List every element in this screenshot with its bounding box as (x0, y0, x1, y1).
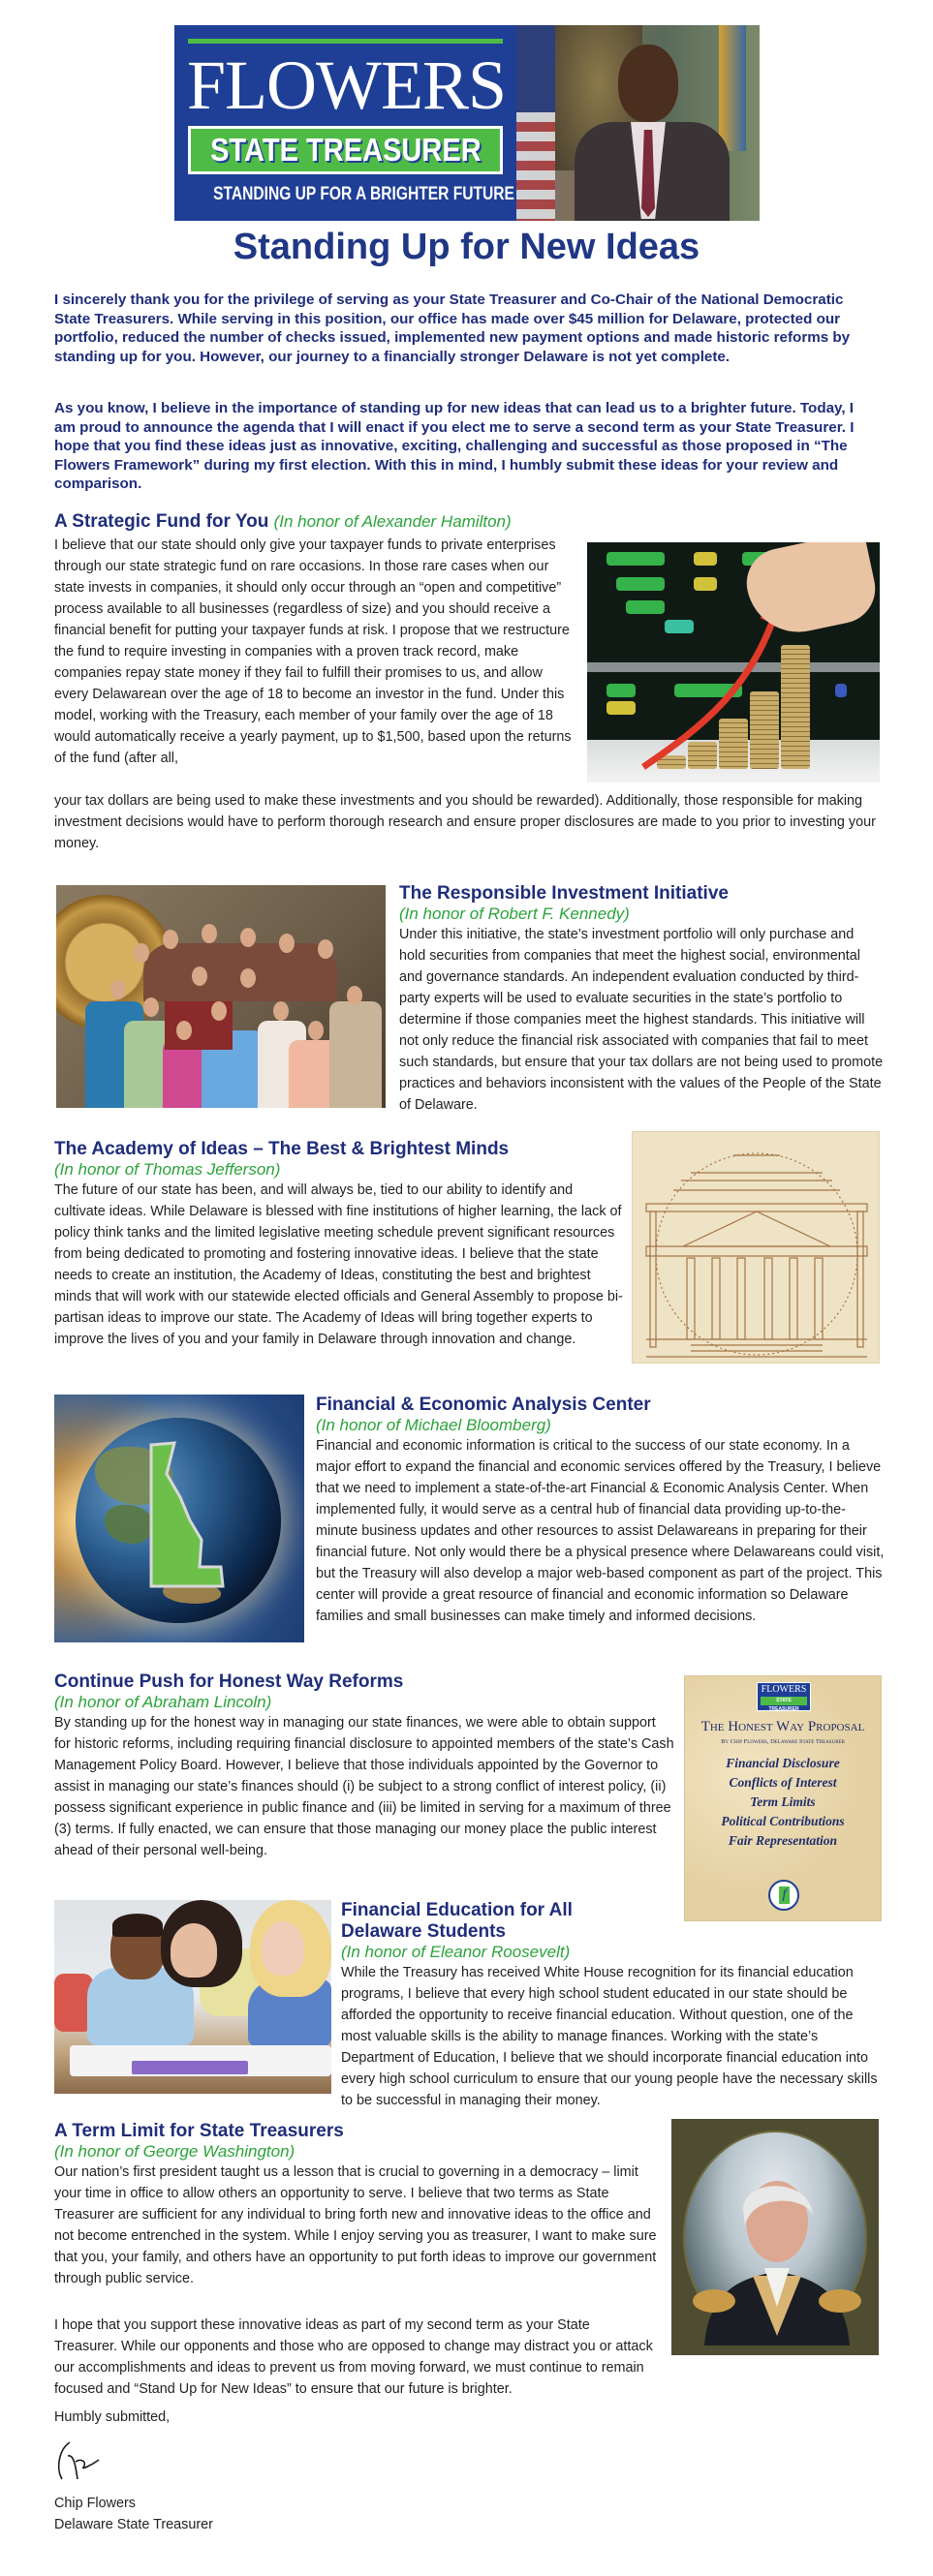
proposal-item: Fair Representation (728, 1833, 838, 1848)
proposal-items (685, 1754, 881, 1851)
proposal-logo (757, 1682, 811, 1711)
banner-title-box (188, 126, 503, 174)
teacher-face (171, 1923, 217, 1978)
section-honest-way-reforms (54, 1671, 674, 1861)
proposal-byline: By Chip Flowers, Delaware State Treasurer (721, 1738, 845, 1745)
section-body: By standing up for the honest way in managing our state finances, we were able to obtain support for historic reforms, including requiring financial disclosure to appointed members of the state’s Cash Management Policy Board. However, I believe that those individuals appointed by the Governor to assist in managing our state’s finances should (i) be subject to a strong conflict of interest policy, (ii) possess significant experience in public finance and (iii) be limited in serving for a maximum of three (3) terms. If fully enacted, we can ensure that those managing our money place the public interest ahead of their personal well-being. (54, 1715, 674, 1858)
proposal-item: Term Limits (750, 1794, 816, 1809)
banner-slogan: STANDING UP FOR A BRIGHTER FUTURE (213, 184, 514, 204)
face (273, 1001, 289, 1021)
proposal-logo-sub: STATE TREASURER (761, 1697, 807, 1705)
signature-image (54, 2437, 122, 2485)
section-heading (54, 511, 577, 533)
rotunda-sketch-image (632, 1131, 880, 1364)
face (202, 924, 217, 943)
face (318, 939, 333, 959)
face (279, 934, 295, 953)
section-honor: (In honor of Robert F. Kennedy) (399, 905, 630, 923)
intro-paragraph-2: As you know, I believe in the importance of standing up for new ideas that can lead us to a brighter future. Today, I am proud to announce the agenda that I will enact if you elect me to serve a second term as your State Treasurer. I hope that you find these ideas just as innovative, exciting, challenging and successful as those proposed in “The Flowers Framework” during my first election. With this in mind, I humbly submit these ideas for your review and comparison. (54, 400, 855, 493)
section-honor: (In honor of Michael Bloomberg) (316, 1416, 551, 1434)
section-responsible-investment (399, 883, 884, 1116)
header-banner (174, 25, 760, 221)
washington-portrait-image (671, 2119, 879, 2355)
signer-block (54, 2493, 213, 2535)
section-body: I believe that our state should only give your taxpayer funds to private enterprises through our state strategic fund on rare occasions. In those rare cases when our state invests in companies, it should only occur through an “open and competitive” process available to all businesses (regardless of size) and you should receive a financial benefit for putting your taxpayer funds at risk. I propose that we restructure the fund to require investing in companies with a proven track record, make companies repay state money if they fail to fulfill their promises to us, and allow every Delawarean over the age of 18 to become an investor in the fund. Under this model, working with the Treasury, each member of your family over the age of 18 would automatically receive a yearly payment, up to $1,500, based upon the returns of the fund (after all, (54, 537, 572, 766)
page-title: Standing Up for New Ideas (233, 227, 700, 267)
section-academy-of-ideas (54, 1139, 626, 1350)
section-body: Our nation’s first president taught us a lesson that is crucial to governing in a democracy – limit your time in office to allow others an opportunity to serve. I believe that two terms as State Treasurer are sufficient for any individual to bring forth new and innovative ideas to the office and not become entrenched in the system. While I enjoy serving you as treasurer, I want to make sure that you, your family, and others have an opportunity to put forth ideas to improve our government through public service. (54, 2164, 657, 2286)
face (308, 1021, 324, 1040)
section-honor: (In honor of Abraham Lincoln) (54, 1693, 272, 1711)
proposal-item: Political Contributions (721, 1814, 845, 1828)
seal-letter: f (779, 1886, 790, 1904)
delaware-flag-image (719, 25, 746, 151)
person-shirt (329, 1001, 382, 1108)
section-strategic-fund (54, 511, 577, 769)
section-honor: (In honor of George Washington) (54, 2142, 295, 2161)
banner-green-rule (188, 39, 503, 44)
face (163, 930, 178, 949)
proposal-item: Conflicts of Interest (729, 1775, 837, 1790)
banner-title: STATE TREASURER (209, 132, 482, 168)
section-body: Under this initiative, the state’s investment portfolio will only purchase and hold securities from companies that meet the highest social, environmental and governance standards. An independent evaluation conducted by third-party experts will be used to evaluate securities in the state’s portfolio to determine if those companies meet the highest standards. This initiative will not only reduce the financial risk associated with companies that fail to meet such standards, but ensure that your tax dollars are not being used to promote practices and behaviors inconsistent with the values of the People of the State of Delaware. (399, 927, 884, 1113)
section-body-continued: your tax dollars are being used to make these investments and you should be rewarded). Additionally, those responsible for making investment decisions would have to perform thorough research and ensure proper disclosures are made to you prior to investing your money. (54, 793, 876, 851)
section-title: The Responsible Investment Initiative (399, 883, 729, 904)
section-title: The Academy of Ideas – The Best & Brightest Minds (54, 1139, 510, 1159)
section-title: A Term Limit for State Treasurers (54, 2121, 344, 2141)
face (347, 986, 362, 1005)
delaware-state-icon (54, 1395, 304, 1642)
treasurer-photo (516, 25, 760, 221)
portrait-oval (683, 2131, 867, 2344)
person-head (618, 45, 678, 122)
section-honor: (In honor of Alexander Hamilton) (273, 512, 512, 531)
section-honor: (In honor of Eleanor Roosevelt) (341, 1943, 571, 1961)
proposal-title: The Honest Way Proposal (700, 1719, 865, 1734)
crowd-back-row (143, 943, 337, 1001)
proposal-logo-name: FLOWERS (761, 1684, 807, 1695)
honest-way-proposal-image (684, 1675, 882, 1921)
student-face (262, 1921, 304, 1976)
students-image (54, 1900, 331, 2094)
face (134, 943, 149, 963)
banner-name: FLOWERS (186, 46, 507, 124)
intro-paragraph-1: I sincerely thank you for the privilege of serving as your State Treasurer and Co-Chair of the National Democratic State Treasurers. While serving in this position, our office has made over $45 million for Delaware, protected our portfolio, reduced the number of checks issued, implemented new payment options and made historic reforms by standing up for you. However, our journey to a financially stronger Delaware is not yet complete. (54, 291, 851, 365)
rotunda-drawing (633, 1132, 880, 1364)
signer-title: Delaware State Treasurer (54, 2517, 213, 2532)
section-honor: (In honor of Thomas Jefferson) (54, 1160, 281, 1179)
face (240, 968, 256, 988)
proposal-item: Financial Disclosure (726, 1756, 840, 1770)
section-body: While the Treasury has received White House recognition for its financial education programs, I believe that every high school student educated in our state should be afforded the opportunity to receive financial education. Without question, one of the most valuable skills is the ability to manage finances. Working with the state’s Department of Education, I believe that we should incorporate financial education into every high school curriculum to ensure that our young people have the necessary skills to be successful in managing their money. (341, 1965, 878, 2108)
face (143, 997, 159, 1017)
crowd-image (56, 885, 386, 1108)
binder (132, 2061, 248, 2074)
us-flag-canton (516, 25, 555, 112)
globe-image (54, 1395, 304, 1642)
section-financial-education (341, 1900, 884, 2111)
face (176, 1021, 192, 1040)
section-analysis-center (316, 1395, 887, 1627)
section-body: The future of our state has been, and will always be, tied to our ability to identify and cultivate ideas. While Delaware is blessed with fine institutions of higher learning, the lack of policy think tanks and the limited legislative meeting schedule prevent significant resources from being dedicated to promoting and fostering innovative ideas. I believe that the state needs to create an institution, the Academy of Ideas, constituting the best and brightest minds that will work with our statewide elected officials and General Assembly to propose bi-partisan ideas to improve our state. The Academy of Ideas will bring together experts to improve the lives of you and your family in Delaware through innovation and change. (54, 1182, 623, 1347)
face (211, 1001, 227, 1021)
banner-logo-panel (174, 25, 516, 221)
rising-coins-image (587, 542, 880, 782)
section-title: Continue Push for Honest Way Reforms (54, 1671, 404, 1692)
face (240, 928, 256, 947)
section-title: A Strategic Fund for You (54, 511, 269, 532)
signer-name: Chip Flowers (54, 2496, 136, 2511)
section-title: Financial Education for All Delaware Students (341, 1900, 573, 1942)
section-title: Financial & Economic Analysis Center (316, 1395, 651, 1415)
face (110, 980, 126, 999)
closing-paragraph: I hope that you support these innovative ideas as part of my second term as your State Treasurer. While our opponents and those who are opposed to change may distract you or attack our accomplishments and ideas to prevent us from moving forward, we must continue to remain focused and “Stand Up for New Ideas” to ensure that our future is brighter. (54, 2317, 653, 2397)
student-hair (112, 1914, 163, 1937)
sign-off: Humbly submitted, (54, 2409, 171, 2425)
washington-figure (685, 2132, 869, 2346)
section-term-limit (54, 2121, 665, 2289)
face (192, 966, 207, 986)
section-body: Financial and economic information is critical to the success of our state economy. In a major effort to expand the financial and economic services offered by the Treasury, I believe that we need to implement a state-of-the-art Financial & Economic Analysis Center. When implemented fully, it would serve as a central hub of financial data providing up-to-the-minute business updates and other resources to assist Delawareans in preparing for their financial future. Not only would there be a physical presence where Delawareans could visit, but the Treasury will also develop a major web-based component as part of the project. This center will provide a great resource of financial and economic information so Delaware families and small businesses can make timely and informed decisions. (316, 1438, 885, 1624)
